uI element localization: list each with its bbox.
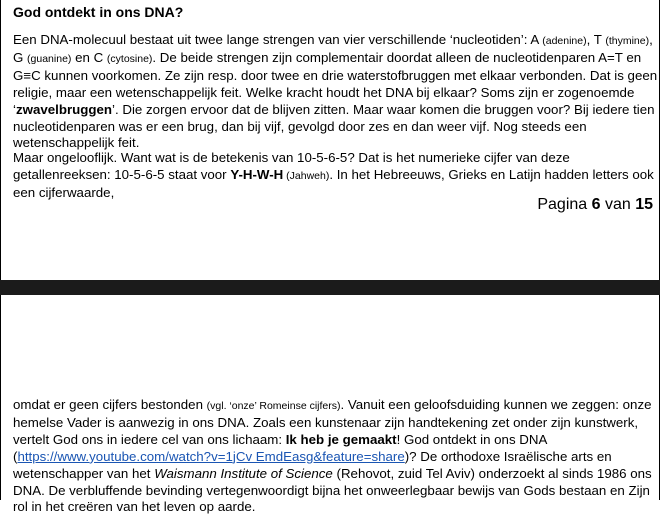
emphasis-zwavelbruggen: zwavelbruggen xyxy=(15,101,113,117)
paragraph-dna-molecule: Een DNA-molecuul bestaat uit twee lange strengen van vier verschillende ‘nucleotiden’: A (adenine), T (thymine), G (guanine) en C (cytosine). De beide strengen zijn complementair doordat alleen de nucleotidenparen A=T en G≡C kunnen voorkomen. Ze zijn resp. door twee en drie waterstofbruggen met elkaar verbonden. Dat is geen religie, maar een wetenschappelijk feit. Welke kracht houdt het DNA bij elkaar? Soms zijn er zogenoemde ‘zwavelbruggen’. Die zorgen ervoor dat de blijven zitten. Maar waar komen die bruggen voor? Bij iedere tien nucleotidenparen was er een brug, dan bij vijf, gevolgd door zes en dan weer vijf. Nog steeds een wetenschappelijk feit. xyxy=(13,32,658,151)
page-number-footer: Pagina 6 van 15 xyxy=(537,196,653,213)
institute-name: Waismann Institute of Science xyxy=(154,465,333,481)
youtube-link[interactable]: https://www.youtube.com/watch?v=1jCv EmdEasg&feature=share xyxy=(17,448,405,464)
paragraph-numeric-meaning: Maar ongelooflijk. Want wat is de betekenis van 10-5-6-5? Dat is het numerieke cijfer van deze getallenreeksen: 10-5-6-5 staat voor Y-H-W-H (Jahweh). In het Hebreeuws, Grieks en Latijn hadden letters ook een cijferwaarde, xyxy=(13,150,654,200)
page-left-edge xyxy=(0,295,1,500)
total-page-count: 15 xyxy=(635,196,653,213)
document-page-7 xyxy=(0,295,660,515)
current-page-number: 6 xyxy=(591,196,601,213)
section-title: God ontdekt in ons DNA? xyxy=(13,4,184,20)
emphasis-ik-heb-je-gemaakt: Ik heb je gemaakt xyxy=(285,431,397,447)
paragraph-continuation: omdat er geen cijfers bestonden (vgl. ‘onze’ Romeinse cijfers). Vanuit een geloofsduiding kunnen we zeggen: onze hemelse Vader is aanwezig in ons DNA. Zoals een kunstenaar zijn handtekening zet onder zijn kunstwerk, vertelt God ons in iedere cel van ons lichaam: Ik heb je gemaakt! God ontdekt in ons DNA (https://www.youtube.com/watch?v=1jCv EmdEasg&feature=share)? De orthodoxe Israëlische arts en wetenschapper van het Waismann Institute of Science (Rehovot, zuid Tel Aviv) onderzoekt al sinds 1986 ons DNA. De verbluffende bevinding vertegenwoordigt bijna het onweerlegbaar bewijs van Gods bestaan en Zijn rol in het creëren van het leven op aarde. xyxy=(13,397,652,515)
emphasis-yhwh: Y-H-W-H xyxy=(230,166,284,182)
page-separator xyxy=(0,280,660,295)
page-left-edge xyxy=(0,0,1,280)
